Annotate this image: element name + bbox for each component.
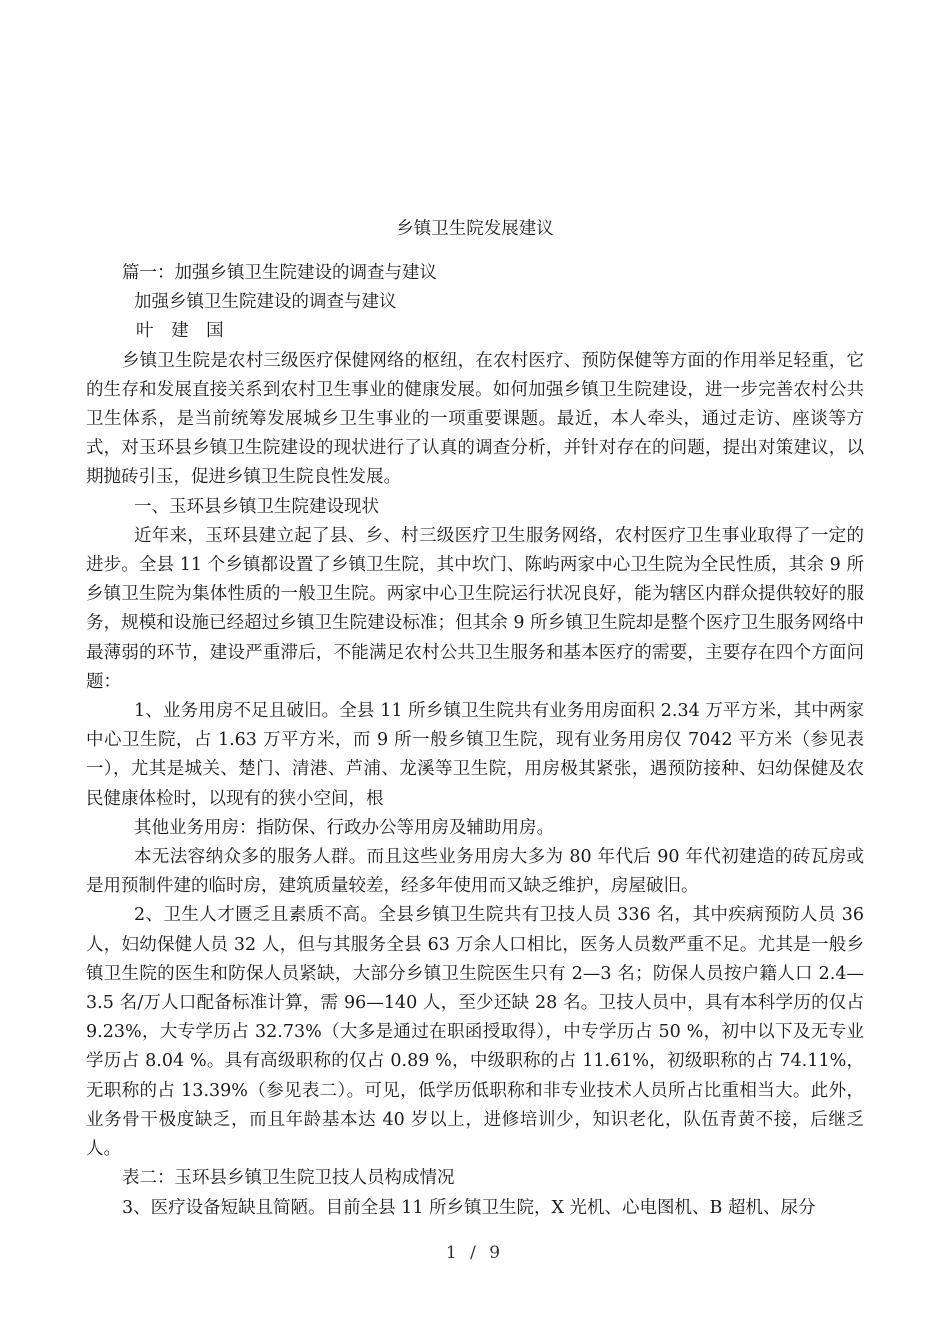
section-heading-part-one: 篇一：加强乡镇卫生院建设的调查与建议 [122,263,437,283]
page-indicator: 1 / 9 [445,1243,505,1263]
status-paragraph: 近年来，玉环县建立起了县、乡、村三级医疗卫生服务网络，农村医疗卫生事业取得了一定的进步。全县 11 个乡镇都设置了乡镇卫生院，其中坎门、陈屿两家中心卫生院为全民性质，其余 9 所乡镇卫生院为集体性质的一般卫生院。两家中心卫生院运行状况良好，能为辖区内群众提供较好的服务，规模和设施已经超过乡镇卫生院建设标准；但其余 9 所乡镇卫生院却是整个医疗卫生服务网络中最薄弱的环节，建设严重滞后，不能满足农村公共卫生服务和基本医疗的需要，主要存在四个方面问题： [86,525,864,692]
issue-1-paragraph: 1、业务用房不足且破旧。全县 11 所乡镇卫生院共有业务用房面积 2.34 万平方米，其中两家中心卫生院，占 1.63 万平方米，而 9 所一般乡镇卫生院，现有业务用房仅 7042 平方米（参见表一），尤其是城关、楚门、清港、芦浦、龙溪等卫生院，用房极其紧张，遇预防接种、妇幼保健及农民健康体检时，以现有的狭小空间，根 [86,701,864,809]
intro-paragraph: 乡镇卫生院是农村三级医疗保健网络的枢纽，在农村医疗、预防保健等方面的作用举足轻重，它的生存和发展直接关系到农村卫生事业的健康发展。如何加强乡镇卫生院建设，进一步完善农村公共卫生体系，是当前统筹发展城乡卫生事业的一项重要课题。最近，本人牵头，通过走访、座谈等方式，对玉环县乡镇卫生院建设的现状进行了认真的调查分析，并针对存在的问题，提出对策建议，以期抛砖引玉，促进乡镇卫生院良性发展。 [86,350,864,488]
footnote-paragraph: 其他业务用房：指防保、行政办公等用房及辅助用房。 [134,817,554,838]
document-body [86,259,864,1223]
issue-2-paragraph: 2、卫生人才匮乏且素质不高。全县乡镇卫生院共有卫技人员 336 名，其中疾病预防人员 36 人，妇幼保健人员 32 人，但与其服务全县 63 万余人口相比，医务人员数严重不足。尤其是一般乡镇卫生院的医生和防保人员紧缺，大部分乡镇卫生院医生只有 2—3 名；防保人员按户籍人口 2.4—3.5 名/万人口配备标准计算，需 96—140 人，至少还缺 28 名。卫技人员中，具有本科学历的仅占 9.23%，大专学历占 32.73%（大多是通过在职函授取得），中专学历占 50 %，初中以下及无专业学历占 8.04 %。具有高级职称的仅占 0.89 %，中级职称的占 11.61%，初级职称的占 74.11%，无职称的占 13.39%（参见表二）。可见，低学历低职称和非专业技术人员所占比重相当大。此外，业务骨干极度缺乏，而且年龄基本达 40 岁以上，进修培训少，知识老化，队伍青黄不接，后继乏人。 [86,905,864,1160]
document-title: 乡镇卫生院发展建议 [396,219,554,239]
article-title: 加强乡镇卫生院建设的调查与建议 [134,292,397,313]
author-name: 叶 建 国 [136,321,230,342]
issue-1-continued-paragraph: 本无法容纳众多的服务人群。而且这些业务用房大多为 80 年代后 90 年代初建造的砖瓦房或是用预制件建的临时房，建筑质量较差，经多年使用而又缺乏维护，房屋破旧。 [86,847,864,897]
table-2-caption: 表二：玉环县乡镇卫生院卫技人员构成情况 [122,1168,455,1189]
section-heading-status: 一、玉环县乡镇卫生院建设现状 [134,496,379,517]
issue-3-paragraph: 3、医疗设备短缺且简陋。目前全县 11 所乡镇卫生院，X 光机、心电图机、B 超机、尿分 [122,1197,816,1218]
